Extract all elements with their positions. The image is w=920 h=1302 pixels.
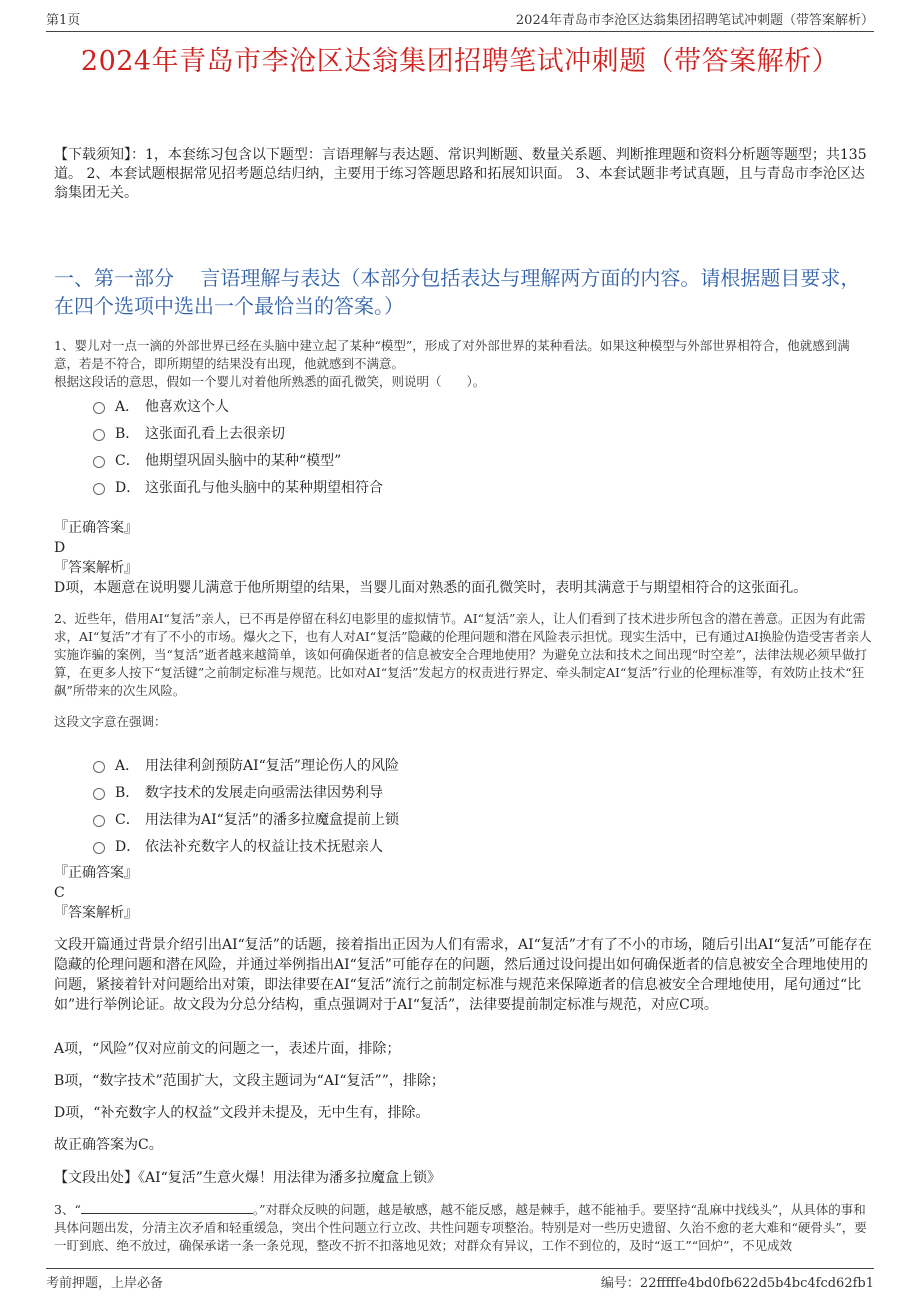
option-text: 他喜欢这个人 (145, 398, 229, 415)
option-c[interactable] (93, 805, 399, 832)
option-text: 这张面孔看上去很亲切 (145, 425, 285, 442)
option-c[interactable] (93, 446, 383, 473)
option-letter: D． (115, 479, 141, 496)
option-b-note: B项，“数字技术”范围扩大，文段主题词为“AI“复活””，排除； (54, 1073, 445, 1089)
option-a[interactable] (93, 751, 399, 778)
text-source: 【文段出处】《AI“复活”生意火爆！用法律为潘多拉魔盒上锁》 (54, 1170, 441, 1186)
question-2-analysis: 文段开篇通过背景介绍引出AI“复活”的话题，接着指出正因为人们有需求，AI“复活”才有了不小的市场，随后引出AI“复活”可能存在隐藏的伦理问题和潜在风险，并通过举例指出AI“复活”可能存在的问题，然后通过设问提出如何确保逝者的信息被安全合理地使用的问题，紧接着针对问题给出对策，即法律要在AI“复活”流行之前制定标准与规范来保障逝者的信息被安全合理地使用，尾句通过“比如”进行举例论证。故文段为分总分结构，重点强调对于AI“复活”，法律要提前制定标准与规范，对应C项。 (54, 937, 872, 1013)
analysis-text: D项，本题意在说明婴儿满意于他所期望的结果，当婴儿面对熟悉的面孔微笑时，表明其满意于与期望相符合的这张面孔。 (54, 580, 808, 596)
option-text: 依法补充数字人的权益让技术抚慰亲人 (145, 838, 383, 855)
analysis-label: 『答案解析』 (54, 905, 138, 921)
option-letter: A． (115, 398, 140, 415)
question-1-answer (54, 518, 872, 598)
option-letter: C． (115, 811, 140, 828)
question-2-stem (54, 610, 872, 731)
answer-value: D (54, 540, 66, 556)
question-2-answer (54, 863, 872, 923)
option-d[interactable] (93, 473, 383, 500)
question-2-prompt: 这段文字意在强调： (54, 714, 167, 729)
analysis-label: 『答案解析』 (54, 560, 138, 576)
download-notice: 【下载须知】：1，本套练习包含以下题型：言语理解与表达题、常识判断题、数量关系题、判断推理题和资料分析题等题型；共135道。 2、本套试题根据常见招考题总结归纳，主要用于练习答题思路和拓展知识面。 3、本套试题非考试真题，且与青岛市李沧区达翁集团无关。 (54, 147, 867, 201)
answer-label: 『正确答案』 (54, 865, 138, 881)
question-2-text: 2、近些年，借用AI“复活”亲人，已不再是停留在科幻电影里的虚拟情节。AI“复活”亲人，让人们看到了技术进步所包含的潜在善意。正因为有此需求，AI“复活”才有了不小的市场。爆火之下，也有人对AI“复活”隐藏的伦理问题和潜在风险表示担忧。现实生活中，已有通过AI换脸伪造受害者亲人实施诈骗的案例，当“复活”逝者越来越简单，该如何确保逝者的信息被安全合理地使用？为避免立法和技术之间出现“时空差”，法律法规必须早做打算，在更多人按下“复活键”之前制定标准与规范。比如对AI“复活”发起方的权责进行界定、牵头制定AI“复活”行业的伦理标准等，有效防止技术“狂飙”所带来的次生风险。 (54, 611, 872, 698)
fill-in-blank[interactable] (81, 1201, 253, 1214)
answer-value: C (54, 885, 65, 901)
option-d-note: D项，“补充数字人的权益”文段并未提及，无中生有，排除。 (54, 1105, 430, 1121)
question-3-stem (54, 1201, 872, 1255)
question-3-prefix: 3、“ (54, 1202, 81, 1217)
radio-button-icon[interactable] (93, 456, 105, 468)
option-text: 他期望巩固头脑中的某种“模型” (145, 452, 342, 469)
question-2-options (93, 751, 399, 859)
option-text: 用法律利剑预防AI“复活”理论伤人的风险 (145, 757, 399, 774)
question-1-text: 1、婴儿对一点一滴的外部世界已经在头脑中建立起了某种“模型”，形成了对外部世界的某种看法。如果这种模型与外部世界相符合，他就感到满意，若是不符合，即所期望的结果没有出现，他就感到不满意。 (54, 338, 850, 371)
option-a-note: A项，“风险”仅对应前文的问题之一，表述片面，排除； (54, 1041, 401, 1057)
radio-button-icon[interactable] (93, 788, 105, 800)
radio-button-icon[interactable] (93, 815, 105, 827)
option-text: 用法律为AI“复活”的潘多拉魔盒提前上锁 (145, 811, 399, 828)
option-letter: D． (115, 838, 141, 855)
option-text: 数字技术的发展走向亟需法律因势利导 (145, 784, 383, 801)
option-d[interactable] (93, 832, 399, 859)
option-letter: A． (115, 757, 140, 774)
answer-label: 『正确答案』 (54, 520, 138, 536)
document-id: 编号：22fffffe4bd0fb622d5b4bc4fcd62fb1 (600, 1276, 874, 1291)
option-letter: C． (115, 452, 140, 469)
document-title: 2024年青岛市李沧区达翁集团招聘笔试冲刺题（带答案解析） (80, 46, 840, 77)
option-letter: B． (115, 425, 140, 442)
page-footer (46, 1268, 874, 1291)
footer-slogan: 考前押题，上岸必备 (46, 1276, 164, 1291)
radio-button-icon[interactable] (93, 761, 105, 773)
option-letter: B． (115, 784, 140, 801)
option-text: 这张面孔与他头脑中的某种期望相符合 (145, 479, 383, 496)
option-a[interactable] (93, 392, 383, 419)
header-doc-title: 2024年青岛市李沧区达翁集团招聘笔试冲刺题（带答案解析） (515, 13, 874, 28)
question-1-prompt: 根据这段话的意思，假如一个婴儿对着他所熟悉的面孔微笑，则说明（ ）。 (54, 374, 486, 389)
question-1-options (93, 392, 383, 500)
section-title: 一、第一部分 言语理解与表达（本部分包括表达与理解两方面的内容。请根据题目要求，在四个选项中选出一个最恰当的答案。） (54, 266, 861, 318)
answer-conclusion: 故正确答案为C。 (54, 1137, 163, 1153)
page-header (46, 12, 874, 32)
question-1-stem (54, 337, 872, 391)
radio-button-icon[interactable] (93, 429, 105, 441)
page-number: 第1页 (46, 13, 81, 28)
option-b[interactable] (93, 778, 399, 805)
option-b[interactable] (93, 419, 383, 446)
radio-button-icon[interactable] (93, 483, 105, 495)
radio-button-icon[interactable] (93, 842, 105, 854)
radio-button-icon[interactable] (93, 402, 105, 414)
question-3-text: 。”对群众反映的问题，越是敏感，越不能反感，越是棘手，越不能袖手。要坚持“乱麻中找线头”，从具体的事和具体问题出发，分清主次矛盾和轻重缓急，突出个性问题立行立改、共性问题专项整治。特别是对一些历史遗留、久治不愈的老大难和“硬骨头”，要一盯到底、绝不放过，确保承诺一条一条兑现，整改不折不扣落地见效；对群众有异议，工作不到位的，及时“返工”“回炉”，不见成效 (54, 1202, 867, 1253)
